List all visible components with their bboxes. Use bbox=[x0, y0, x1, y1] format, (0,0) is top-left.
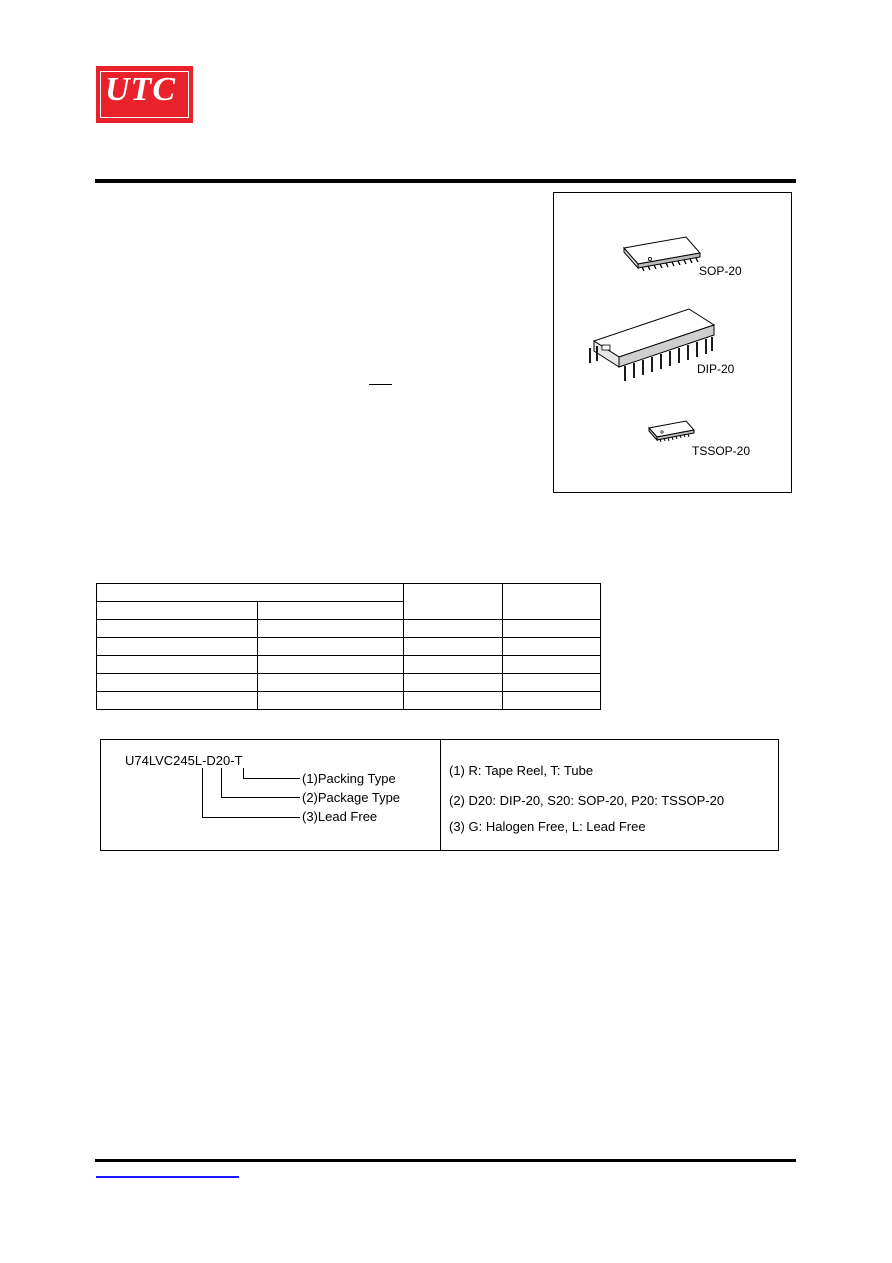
note-text: : Tape Reel, T: Tube bbox=[477, 763, 594, 778]
table-header-cell bbox=[404, 584, 503, 620]
footer-link-underline[interactable] bbox=[96, 1176, 239, 1178]
part-numbering-divider bbox=[440, 740, 441, 850]
sop-20-label: SOP-20 bbox=[699, 264, 742, 278]
callout-line bbox=[202, 817, 300, 818]
callout-line bbox=[243, 778, 300, 779]
note-lead bbox=[449, 819, 646, 834]
note-prefix: (2) D20 bbox=[449, 793, 493, 808]
note-packing bbox=[449, 763, 593, 778]
header-rule bbox=[95, 179, 796, 183]
table-row bbox=[97, 692, 601, 710]
footer-rule bbox=[95, 1159, 796, 1162]
table-subheader-cell bbox=[97, 602, 258, 620]
table-header-cell bbox=[97, 584, 404, 602]
package-drawings bbox=[554, 193, 791, 492]
dip-20-drawing bbox=[590, 309, 714, 381]
callout-line bbox=[202, 768, 203, 817]
table-row bbox=[97, 638, 601, 656]
callout-package-type: (2)Package Type bbox=[302, 790, 401, 805]
table-row bbox=[97, 674, 601, 692]
note-text: : Halogen Free, L: Lead Free bbox=[478, 819, 646, 834]
package-illustrations bbox=[553, 192, 792, 493]
overline-mark bbox=[369, 384, 392, 385]
logo-text: UTC bbox=[105, 71, 176, 108]
part-numbering-box bbox=[100, 739, 779, 851]
note-package bbox=[449, 793, 724, 808]
tssop-20-drawing bbox=[649, 421, 694, 442]
table-header-cell bbox=[503, 584, 601, 620]
dip-20-label: DIP-20 bbox=[697, 362, 735, 376]
part-number: U74LVC245L-D20-T bbox=[125, 753, 243, 768]
callout-line bbox=[221, 797, 300, 798]
ordering-table bbox=[96, 583, 601, 710]
table-row bbox=[97, 620, 601, 638]
note-prefix: (1) R bbox=[449, 763, 478, 778]
note-text: : DIP-20, S20: SOP-20, P20: TSSOP-20 bbox=[492, 793, 725, 808]
table-row bbox=[97, 656, 601, 674]
callout-lead-free: (3)Lead Free bbox=[302, 809, 378, 824]
sop-20-drawing bbox=[624, 237, 700, 271]
table-subheader-cell bbox=[258, 602, 404, 620]
callout-packing-type: (1)Packing Type bbox=[302, 771, 396, 786]
note-prefix: (3) G bbox=[449, 819, 479, 834]
utc-logo bbox=[96, 66, 193, 123]
callout-line bbox=[221, 768, 222, 798]
tssop-20-label: TSSOP-20 bbox=[692, 444, 751, 458]
